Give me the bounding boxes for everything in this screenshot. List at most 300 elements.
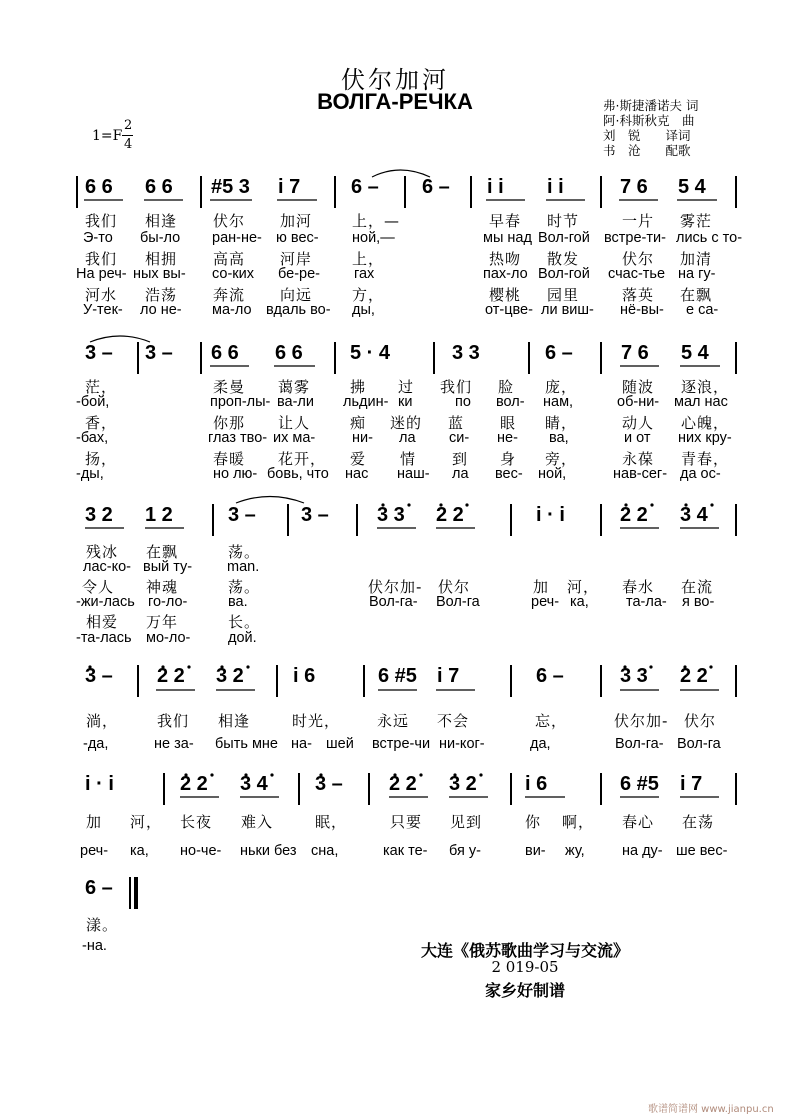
lyric: на ду- [622,843,663,859]
lyric: ка, [570,594,589,610]
lyric: пах-ло [483,266,528,282]
lyric: У-тек- [83,302,123,318]
note-group: 5 4 [678,176,706,198]
lyric: 方， [352,286,385,304]
note-group: i · i [536,504,565,526]
note-group: 2 2 [680,665,708,687]
barline [334,342,336,374]
music-system-2 [0,342,790,376]
lyric-line-ru-3 [0,466,790,486]
music-system-4 [0,665,790,699]
barline [287,504,289,536]
lyric: 向远 [280,286,313,304]
lyric-line-cn-1 [0,376,790,396]
lyric: 春暖 [213,450,246,468]
lyric-line-cn-3 [0,448,790,468]
lyric: жу, [565,843,585,859]
barline [212,504,214,536]
lyric: ю вес- [276,230,319,246]
lyric: бе-ре- [278,266,320,282]
barline [129,877,131,909]
lyric: -жи-лась [76,594,135,610]
barline [298,773,300,805]
note-group: 7 6 [621,342,649,364]
lyric: бы-ло [140,230,181,246]
lyric: 在飘 [680,286,713,304]
note-group: 2 2 [180,773,208,795]
lyric: 逐浪， [681,378,730,396]
lyric: 爱 [350,450,367,468]
lyric-line-cn-2 [0,576,790,596]
note-group: 5 4 [681,342,709,364]
note-group: 7 6 [620,176,648,198]
lyric: 热吻 [489,250,522,268]
note-group: 6 6 [211,342,239,364]
lyric: но-че- [180,843,222,859]
lyric: нав-сег- [613,466,668,482]
lyric: ной,— [352,230,395,246]
lyric: 伏尔 [622,250,655,268]
lyric: ни- [352,430,373,446]
lyric: ла [452,466,469,482]
lyric: 不会 [437,712,470,730]
barline [433,342,435,374]
lyric: 荡。 [228,543,261,561]
lyric: гах [354,266,375,282]
lyric: ка, [130,843,149,859]
note-group: 6 – [536,665,564,687]
lyric: нас [345,466,369,482]
lyric: -ды, [76,466,104,482]
lyric: ва, [549,430,569,446]
lyric: 时节 [547,212,580,230]
lyric: 淌， [86,712,119,730]
lyric: 伏尔 [438,578,471,596]
lyric-line-ru-1 [0,230,790,250]
lyric: 我们 [85,250,118,268]
lyric: 在荡 [682,813,715,831]
note-group: #5 3 [211,176,250,198]
barline [735,773,737,805]
lyric: 长。 [228,613,261,631]
note-group: 6 6 [85,176,113,198]
lyric: 长夜 [180,813,213,831]
lyric: 我们 [157,712,190,730]
lyric: 只要 [390,813,423,831]
lyric: 蓝 [448,414,465,432]
lyric: 情 [400,450,417,468]
lyric: 旁， [545,450,578,468]
lyric: 神魂 [146,578,179,596]
note-group: 3 3 [620,665,648,687]
lyric: не- [497,430,518,446]
lyric: 拂 [350,378,367,396]
time-signature-numerator: 2 [124,118,133,133]
note-group: 3 3 [377,504,405,526]
note-group: 2 2 [157,665,185,687]
barline [137,665,139,697]
lyric: 香， [85,414,118,432]
final-barline [134,877,138,909]
credit-translator: 刘 锐 译词 [603,128,691,143]
lyric: ды, [352,302,375,318]
lyric-line-ru-3 [0,302,790,322]
note-group: 6 #5 [378,665,417,687]
lyric: шей [326,736,354,752]
barline [368,773,370,805]
lyric: как те- [383,843,428,859]
lyric: 你 [525,813,542,831]
lyric: бовь, что [267,466,329,482]
lyric: Вол-гой [538,230,590,246]
lyric: ше вес- [676,843,728,859]
lyric: реч- [531,594,560,610]
note-group: 6 – [422,176,450,198]
lyric: 荡。 [228,578,261,596]
lyric: Э-то [83,230,113,246]
key-signature: 1=F [92,128,123,144]
credit-arranger: 书 沧 配歌 [603,143,691,158]
barline [735,665,737,697]
lyric: 让人 [278,414,311,432]
lyric-line-cn-1 [0,541,790,561]
lyric: 脸 [498,378,515,396]
lyric: со-ких [212,266,254,282]
lyric: 到 [452,450,469,468]
lyric: 伏尔 [213,212,246,230]
lyric: мы над [483,230,532,246]
barline [363,665,365,697]
lyric: 伏尔 [684,712,717,730]
lyric: е са- [686,302,719,318]
lyric: 动人 [622,414,655,432]
lyric: дой. [228,630,257,646]
lyric: счас-тье [608,266,666,282]
lyric-line-ru-3 [0,630,790,650]
lyric-line-ru-1 [0,843,790,863]
lyric: ки [398,394,413,410]
tie [236,497,304,504]
note-group: 3 – [85,342,113,364]
lyric: вый ту- [143,559,193,575]
lyric: не за- [154,736,194,752]
lyric: Вол-га [436,594,480,610]
lyric: 园里 [547,286,580,304]
note-group: 2 2 [436,504,464,526]
lyric: ран-не- [212,230,262,246]
lyric: 心魄， [681,414,730,432]
lyric: бя у- [449,843,481,859]
lyric: да, [530,736,551,752]
lyric: 时光， [292,712,341,730]
lyric: си- [449,430,470,446]
lyric: 雾茫 [680,212,713,230]
lyric-line-ru-1 [0,394,790,414]
lyric: 残冰 [86,543,119,561]
lyric-line-cn-2 [0,412,790,432]
lyric: да ос- [680,466,721,482]
note-group: 3 – [228,504,256,526]
lyric: 柔曼 [213,378,246,396]
footer-date: 2 019-05 [491,958,559,976]
note-group: i i [547,176,564,198]
lyric-line-cn-1 [0,811,790,831]
lyric: на гу- [678,266,716,282]
lyric: Вол-га [677,736,721,752]
lyric: ни-ког- [439,736,485,752]
lyric: их ма- [273,430,316,446]
lyric: 早春 [489,212,522,230]
lyric-line-cn-1 [0,914,790,934]
lyric: ной, [538,466,567,482]
lyric: 散发 [547,250,580,268]
lyric: 相爱 [86,613,119,631]
note-group: 6 6 [145,176,173,198]
song-title-chinese: 伏尔加河 [341,66,449,94]
lyric: но лю- [213,466,258,482]
lyric: глаз тво- [208,430,268,446]
lyric: 上，— [352,212,401,230]
lyric: встре-чи [372,736,431,752]
lyric-line-cn-1 [0,710,790,730]
lyric: ва. [228,594,248,610]
note-group: 2 2 [389,773,417,795]
watermark: 歌谱简谱网 www.jianpu.cn [648,1104,774,1115]
note-group: 3 4 [680,504,708,526]
barline [276,665,278,697]
lyric: нам, [543,394,574,410]
lyric: 相逢 [218,712,251,730]
lyric: 樱桃 [489,286,522,304]
song-title-russian: ВОЛГА-РЕЧКА [317,89,473,114]
lyric-line-cn-2 [0,248,790,268]
footer-arranger: 家乡好制谱 [484,981,565,1000]
lyric: от-цве- [485,302,533,318]
lyric: 河岸 [280,250,313,268]
lyric: 河， [130,813,163,831]
lyric: 我们 [85,212,118,230]
lyric: ли виш- [541,302,594,318]
lyric: 漾。 [86,916,119,934]
lyric: об-ни- [617,394,660,410]
lyric: встре-ти- [604,230,666,246]
lyric: 难入 [241,813,274,831]
lyric: 相拥 [145,250,178,268]
lyric: 加河 [280,212,313,230]
note-group: 3 – [85,665,113,687]
note-group: 6 – [85,877,113,899]
lyric: вдаль во- [266,302,331,318]
lyric: 浩荡 [145,286,178,304]
lyric: по [455,394,471,410]
lyric: -бах, [76,430,109,446]
note-group: i i [487,176,504,198]
lyric: 加 [86,813,103,831]
lyric: 扬， [85,450,118,468]
lyric: лись с то- [676,230,743,246]
credit-lyricist: 弗·斯捷潘诺夫 词 [603,98,699,113]
note-group: 3 2 [449,773,477,795]
barline [163,773,165,805]
lyric: я во- [682,594,715,610]
lyric: 过 [398,378,415,396]
lyric: 高高 [213,250,246,268]
lyric: 奔流 [213,286,246,304]
lyric: 花开， [278,450,327,468]
note-group: 2 2 [620,504,648,526]
note-group: 3 – [301,504,329,526]
lyric: быть мне [215,736,278,752]
note-group: i · i [85,773,114,795]
tie [372,170,430,177]
lyric: 我们 [440,378,473,396]
lyric: ло не- [140,302,182,318]
lyric: мал нас [674,394,728,410]
lyric: ных вы- [133,266,186,282]
lyric: льдин- [343,394,389,410]
lyric: 落英 [622,286,655,304]
lyric-line-cn-3 [0,611,790,631]
lyric-line-ru-1 [0,736,790,756]
barline [510,665,512,697]
note-group: 6 – [351,176,379,198]
lyric: 伏尔加- [614,712,669,730]
barline [735,342,737,374]
note-group: 3 – [315,773,343,795]
lyric: 在飘 [146,543,179,561]
lyric-line-cn-1 [0,210,790,230]
lyric-line-cn-3 [0,284,790,304]
lyric: 伏尔加- [368,578,423,596]
lyric: лас-ко- [83,559,132,575]
lyric: ви- [525,843,546,859]
lyric: 加 [533,578,550,596]
lyric: Вол-га- [615,736,664,752]
lyric: 青春， [681,450,730,468]
lyric: 迷的 [390,414,423,432]
lyric: и от [624,430,651,446]
lyric: 痴 [350,414,367,432]
lyric: 蔼雾 [278,378,311,396]
note-group: 6 – [545,342,573,364]
lyric: вол- [496,394,525,410]
lyric: 河， [567,578,600,596]
lyric: 河水 [85,286,118,304]
lyric: 啊， [562,813,595,831]
barline [600,342,602,374]
lyric: 春水 [622,578,655,596]
note-group: i 6 [293,665,316,687]
lyric: 忘， [535,712,568,730]
lyric: проп-лы- [210,394,271,410]
lyric: 见到 [450,813,483,831]
note-group: 3 2 [216,665,244,687]
lyric: ла [399,430,416,446]
barline [200,342,202,374]
lyric: -бой, [76,394,110,410]
lyric: 上， [352,250,385,268]
lyric: 永葆 [622,450,655,468]
lyric: 随波 [622,378,655,396]
barline [600,665,602,697]
lyric: Вол-гой [538,266,590,282]
barline [137,342,139,374]
lyric: 加清 [680,250,713,268]
lyric: мо-ло- [146,630,191,646]
barline [600,773,602,805]
lyric: та-ла- [626,594,667,610]
lyric: вес- [495,466,523,482]
note-group: i 7 [278,176,301,198]
lyric: на- [291,736,312,752]
note-group: i 7 [680,773,703,795]
barline [528,342,530,374]
lyric: 睛， [545,414,578,432]
music-system-3 [0,504,790,538]
lyric: 眠， [315,813,348,831]
footer-source: 大连《俄苏歌曲学习与交流》 [420,941,629,960]
note-group: 5 · 4 [350,342,391,364]
note-group: 6 6 [275,342,303,364]
note-group: 3 – [145,342,173,364]
lyric: Вол-га- [369,594,418,610]
barline [735,504,737,536]
lyric: 茫， [85,378,118,396]
lyric: реч- [80,843,109,859]
lyric: ма-ло [212,302,252,318]
lyric-line-ru-2 [0,266,790,286]
barline [356,504,358,536]
note-group: 6 #5 [620,773,659,795]
lyric: ва-ли [277,394,314,410]
note-group: i 7 [437,665,460,687]
lyric: сна, [311,843,339,859]
note-group: i 6 [525,773,548,795]
lyric: 春心 [622,813,655,831]
lyric: наш- [397,466,430,482]
lyric: ньки без [240,843,297,859]
lyric: -на. [82,938,107,954]
lyric: 一片 [622,212,655,230]
credit-composer: 阿·科斯秋克 曲 [603,113,695,128]
lyric: 身 [500,450,517,468]
lyric: го-ло- [148,594,188,610]
lyric: -да, [83,736,109,752]
music-system-5 [0,773,790,807]
note-group: 1 2 [145,504,173,526]
note-group: 3 2 [85,504,113,526]
lyric: На реч- [76,266,127,282]
barline [510,504,512,536]
lyric: 庞， [545,378,578,396]
lyric: 万年 [146,613,179,631]
lyric: 你那 [213,414,246,432]
lyric: 相逢 [145,212,178,230]
lyric: 眼 [500,414,517,432]
lyric: -та-лась [76,630,132,646]
lyric: нё-вы- [620,302,664,318]
lyric: 永远 [377,712,410,730]
lyric: 在流 [681,578,714,596]
note-group: 3 4 [240,773,268,795]
barline [510,773,512,805]
note-group: 3 3 [452,342,480,364]
lyric-line-ru-2 [0,430,790,450]
lyric: 令人 [82,578,115,596]
music-system-6 [0,877,790,911]
time-signature-denominator: 4 [124,137,133,152]
lyric: них кру- [678,430,732,446]
